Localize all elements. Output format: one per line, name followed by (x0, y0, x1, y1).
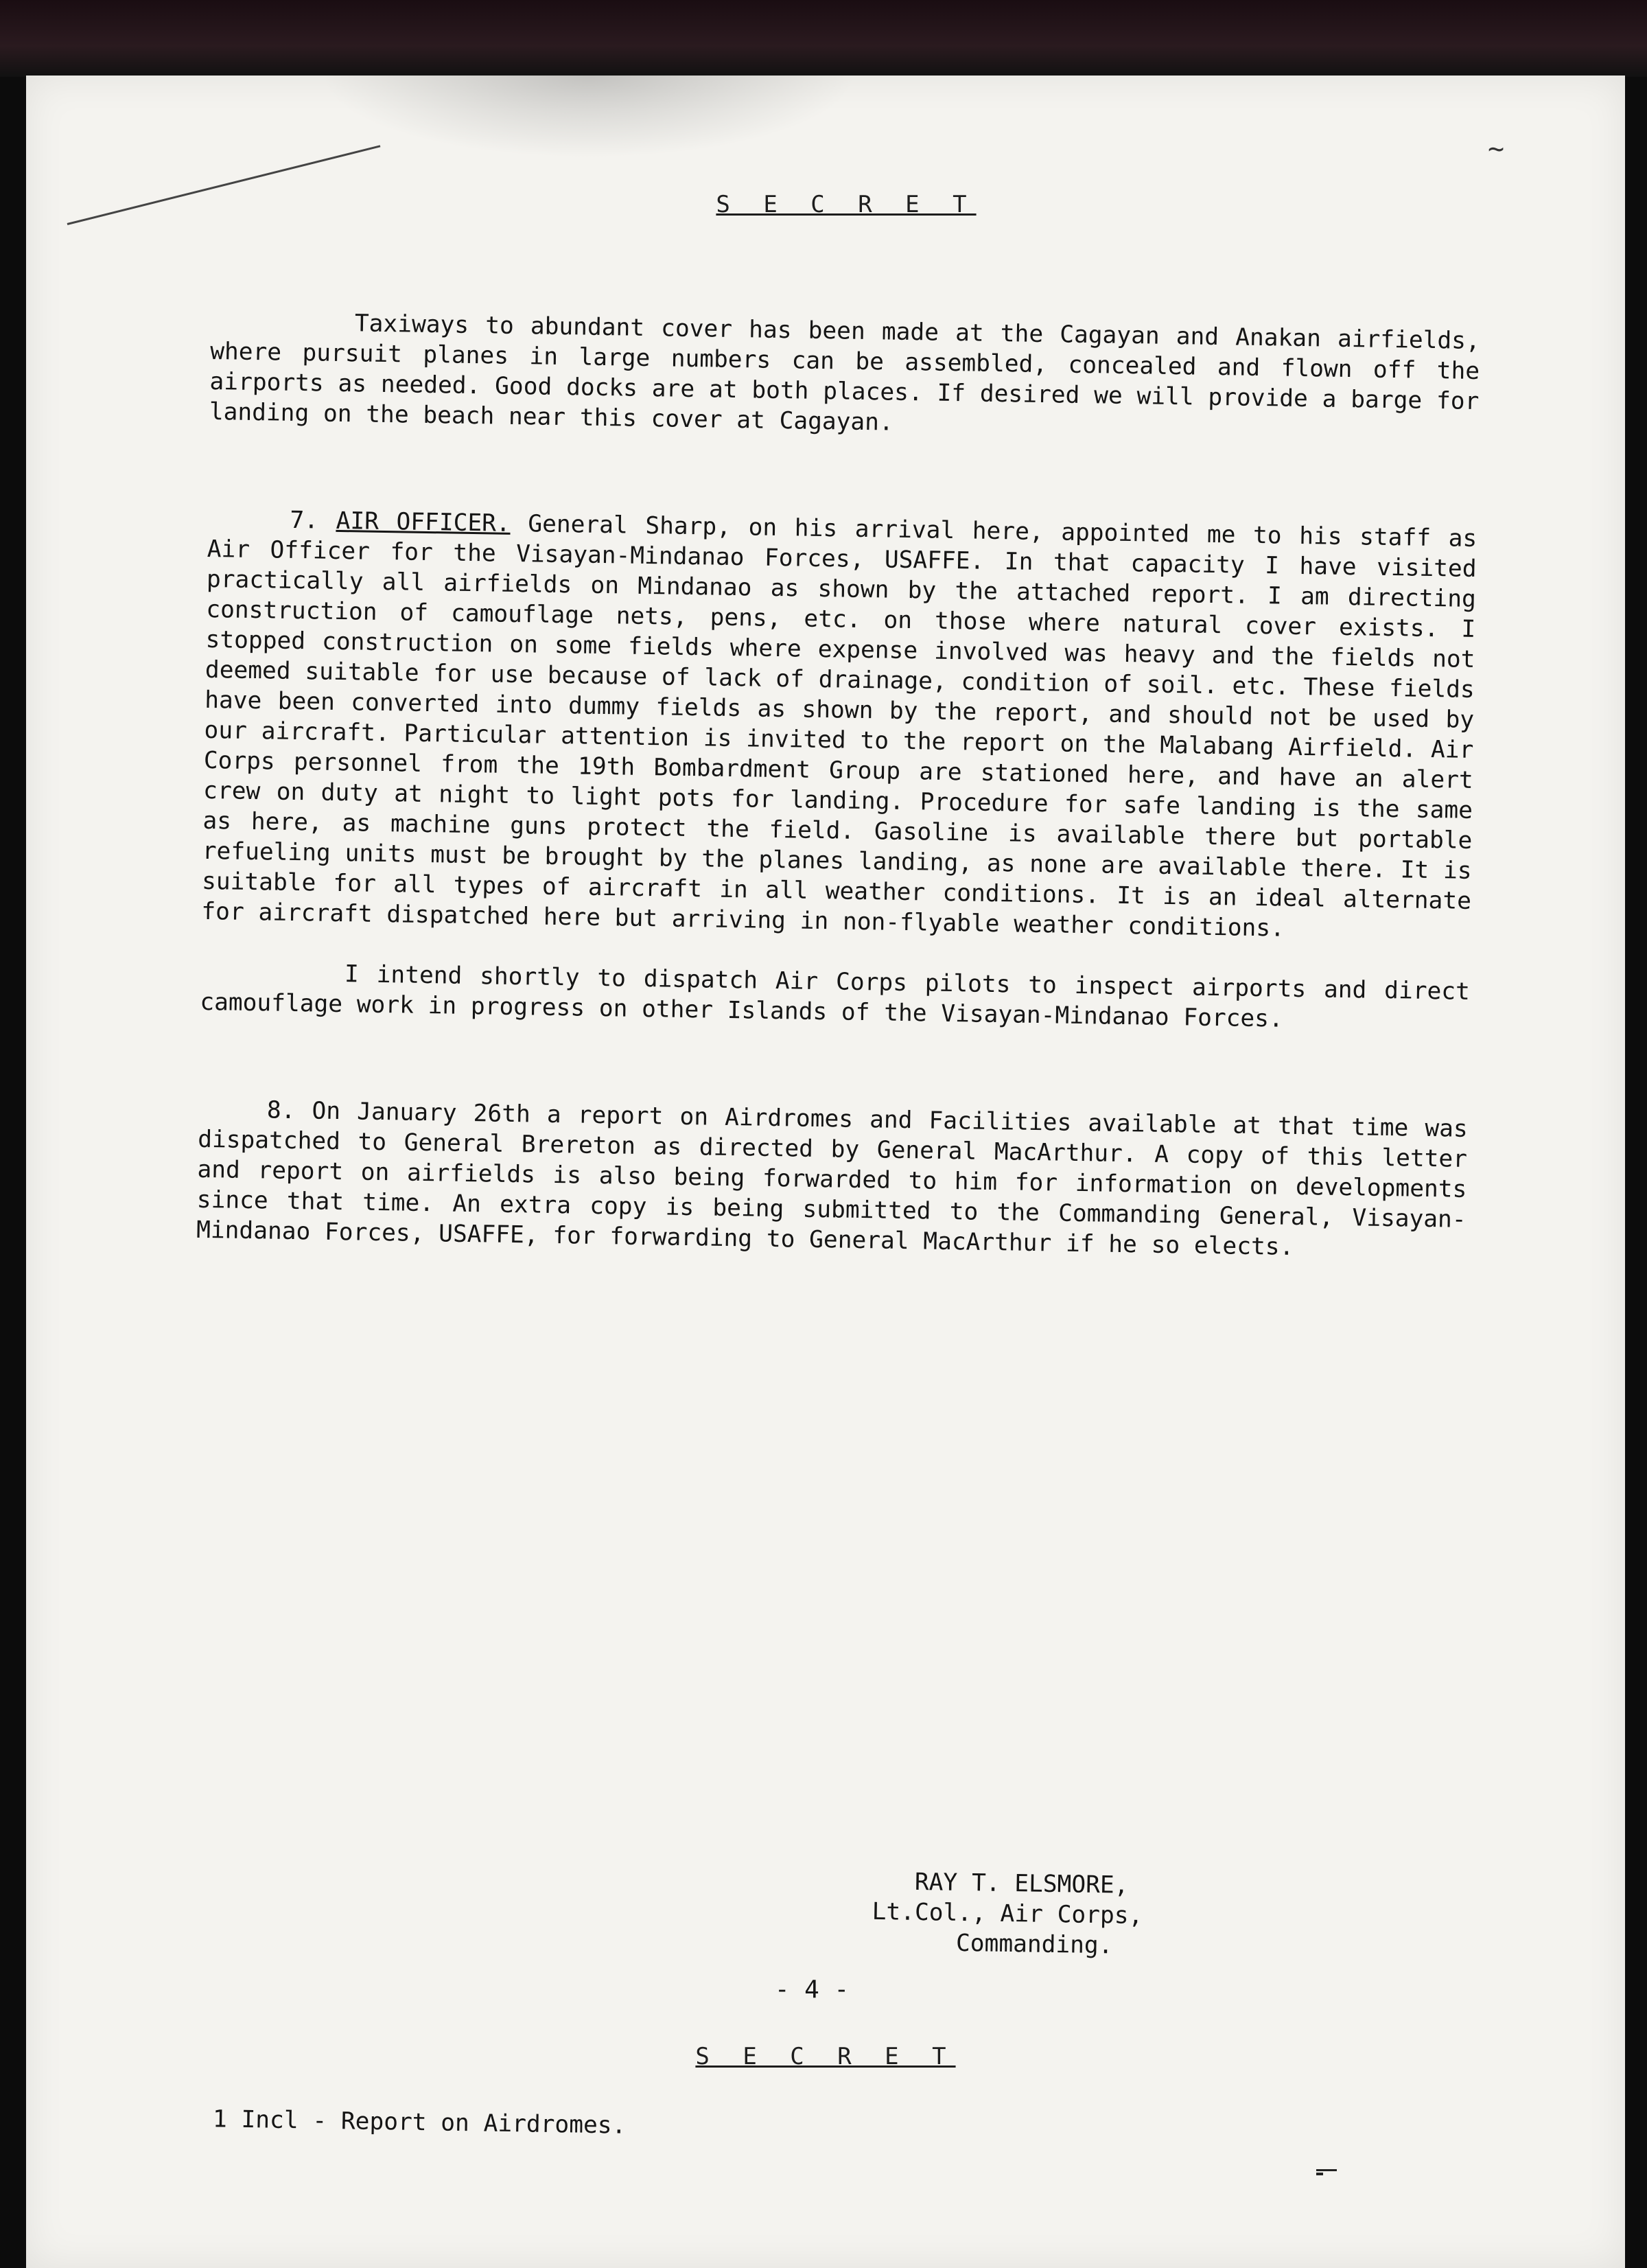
paragraph-report: 8. On January 26th a report on Airdromes and Facilities available at that time was dispatched to General Brereton as directed by General MacArthur. A copy of this letter and report on airfields is also being forwarded to him for information on developments since that time. An extra copy is being submitted to the Commanding General, Visayan-Mindanao Forces, USAFFE, for forwarding to General MacArthur if he so elects. (196, 1096, 1469, 1261)
signature-block (849, 1866, 1166, 1961)
signer-title: Commanding. (955, 1929, 1113, 1960)
signer-name: RAY T. ELSMORE, (914, 1868, 1129, 1899)
page-number: - 4 - (774, 1976, 850, 2004)
paper-speck (1316, 2169, 1337, 2171)
paper-speck (1316, 2173, 1323, 2175)
paragraph-taxiways: Taxiways to abundant cover has been made at the Cagayan and Anakan airfields, where pursuit planes in large numbers can be assembled, concealed and flown off the airports as needed. Good docks are at both places. If desired we will provide a barge for landing on the beach near this cover at Cagayan. (209, 310, 1481, 437)
classification-footer: S E C R E T (695, 2043, 956, 2070)
paragraph-air-officer: 7. AIR OFFICER. General Sharp, on his arrival here, appointed me to his staff as Air Officer for the Visayan-Mindanao Forces, USAFFE. In that capacity I have visited practically all airfields on Mindanao as shown by the attached report. I am directing construction of camouflage nets, pens, etc. on those where natural cover exists. I stopped construction on some fields where expense involved was heavy and the fields not deemed suitable for use because of lack of drainage, condition of soil. etc. These fields have been converted into dummy fields as shown by the report, and should not be used by our aircraft. Particular attention is invited to the report on the Malabang Airfield. Air Corps personnel from the 19th Bombardment Group are stationed here, and have an alert crew on duty at night to light pots for landing. Procedure for safe landing is the same as here, as machine guns protect the field. Gasoline is available there but portable refueling units must be brought by the planes landing, as none are available there. It is suitable for all types of aircraft in all weather conditions. It is an ideal alternate for aircraft dispatched here but arriving in non-flyable weather conditions. (201, 506, 1477, 942)
letter-body (196, 276, 1481, 1265)
paragraph-number: 7. (290, 506, 319, 535)
paragraph-heading: AIR OFFICER. (336, 507, 511, 537)
scanner-background (0, 0, 1647, 77)
classification-header: S E C R E T (716, 191, 977, 218)
corner-scribble: ~ (1488, 133, 1505, 165)
paragraph-inspection: I intend shortly to dispatch Air Corps pilots to inspect airports and direct camouflage work in progress on other Islands of the Visayan-Mindanao Forces. (200, 960, 1471, 1033)
enclosure-line: 1 Incl - Report on Airdromes. (212, 2105, 627, 2140)
signer-rank: Lt.Col., Air Corps, (872, 1897, 1143, 1930)
paragraph-number: 8. (266, 1096, 296, 1125)
document-page (26, 76, 1625, 2268)
